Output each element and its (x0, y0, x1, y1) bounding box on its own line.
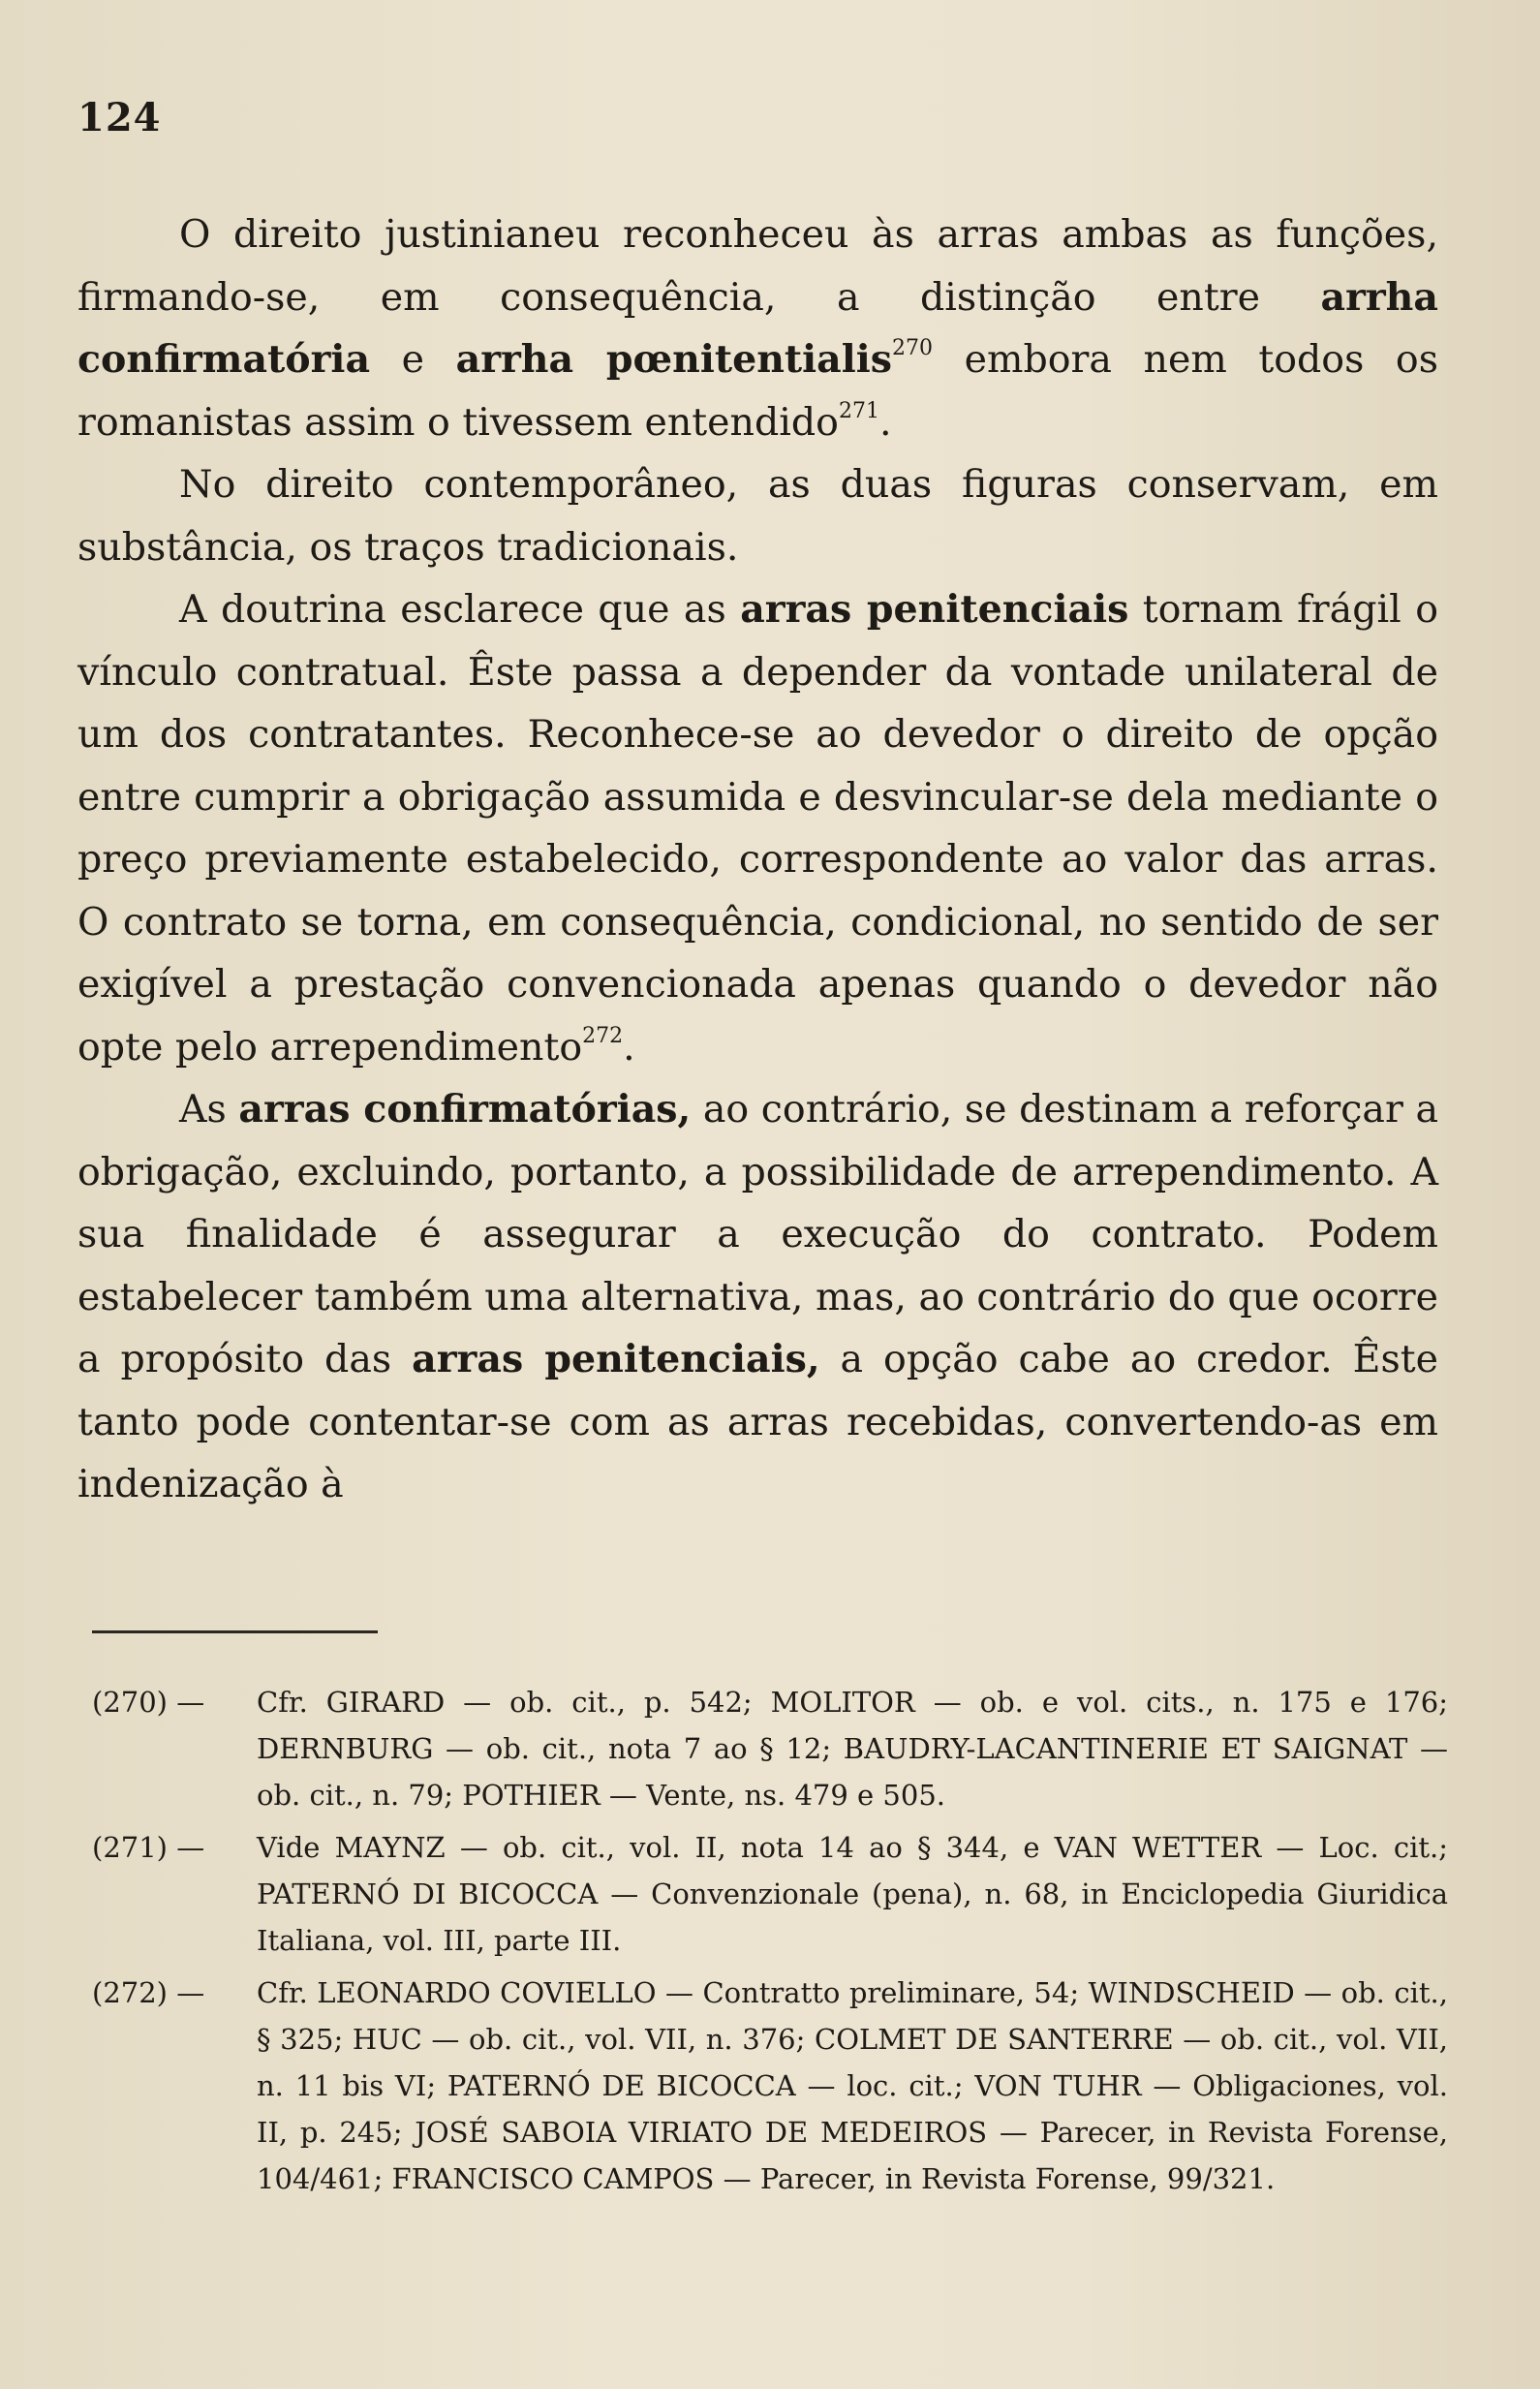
text-run: . (623, 1024, 635, 1070)
text-run: ao contrário, se destinam a reforçar a obrigação, excluindo, portanto, a possibilidade de arrependimento. A sua finalidade é assegurar a execução do contrato. Podem estabelecer também uma alternativa, mas, ao contrário do que ocorre a propósito das (77, 1087, 1439, 1381)
footnote-ref: 270 (892, 336, 934, 360)
text-run: e (370, 337, 456, 382)
bold-term: arras penitenciais, (412, 1337, 820, 1381)
bold-term: arrha confirmatória (77, 274, 1438, 382)
footnote-text: Cfr. GIRARD — ob. cit., p. 542; MOLITOR — ob. e vol. cits., n. 175 e 176; DERNBURG — ob. cit., nota 7 ao § 12; BAUDRY-LACANTINERIE ET SAIGNAT — ob. cit., n. 79; POTHIER — Vente, ns. 479 e 505. (257, 1686, 1448, 1812)
bold-term: arrha pœnitentialis (455, 337, 893, 382)
text-run: embora nem todos os romanistas assim o tivessem entendido (77, 337, 1438, 445)
footnote-text: Vide MAYNZ — ob. cit., vol. II, nota 14 ao § 344, e VAN WETTER — Loc. cit.; PATERNÓ DI BICOCCA — Convenzionale (pena), n. 68, in Enciclopedia Giuridica Italiana, vol. III, parte III. (257, 1831, 1448, 1957)
text-run: O direito justinianeu reconheceu às arras ambas as funções, firmando-se, em consequência, a distinção entre (77, 212, 1438, 320)
footnote (92, 1824, 1448, 1964)
footnote-number: (271) — (92, 1831, 205, 1864)
text-run: As (179, 1087, 239, 1132)
footnote-text: Cfr. LEONARDO COVIELLO — Contratto preliminare, 54; WINDSCHEID — ob. cit., § 325; HUC — ob. cit., vol. VII, n. 376; COLMET DE SANTERRE — ob. cit., vol. VII, n. 11 bis VI; PATERNÓ DE BICOCCA — loc. cit.; VON TUHR — Obligaciones, vol. II, p. 245; JOSÉ SABOIA VIRIATO DE MEDEIROS — Parecer, in Revista Forense, 104/461; FRANCISCO CAMPOS — Parecer, in Revista Forense, 99/321. (257, 1976, 1448, 2195)
footnote-number: (270) — (92, 1686, 205, 1719)
footnotes (92, 1679, 1448, 2202)
text-run: A doutrina esclarece que as (179, 587, 741, 632)
paragraph (77, 203, 1438, 453)
bold-term: arras penitenciais (740, 587, 1129, 632)
footnote-ref: 272 (582, 1023, 624, 1048)
text-run: tornam frágil o vínculo contratual. Êste passa a depender da vontade unilateral de um dos contratantes. Reconhece-se ao devedor o direito de opção entre cumprir a obrigação assumida e desvincular-se dela mediante o preço previamente estabelecido, correspondente ao valor das arras. O contrato se torna, em consequência, condicional, no sentido de ser exigível a prestação convencionada apenas quando o devedor não opte pelo arrependimento (77, 587, 1438, 1070)
text-run: No direito contemporâneo, as duas figuras conservam, em substância, os traços tradicionais. (77, 462, 1438, 570)
footnote-ref: 271 (838, 398, 879, 423)
text-run: . (878, 399, 892, 445)
paragraph (77, 1078, 1438, 1516)
paragraph (77, 453, 1438, 578)
footnote (92, 1970, 1448, 2202)
text-run: a opção cabe ao credor. Êste tanto pode contentar-se com as arras recebidas, convertendo-as em indenização à (77, 1337, 1439, 1506)
paragraph (77, 578, 1438, 1078)
footnote (92, 1679, 1448, 1818)
page-number: 124 (77, 95, 162, 140)
footnote-number: (272) — (92, 1976, 205, 2009)
footnote-divider (92, 1630, 378, 1633)
body-text (77, 203, 1438, 1516)
bold-term: arras confirmatórias, (238, 1087, 692, 1132)
